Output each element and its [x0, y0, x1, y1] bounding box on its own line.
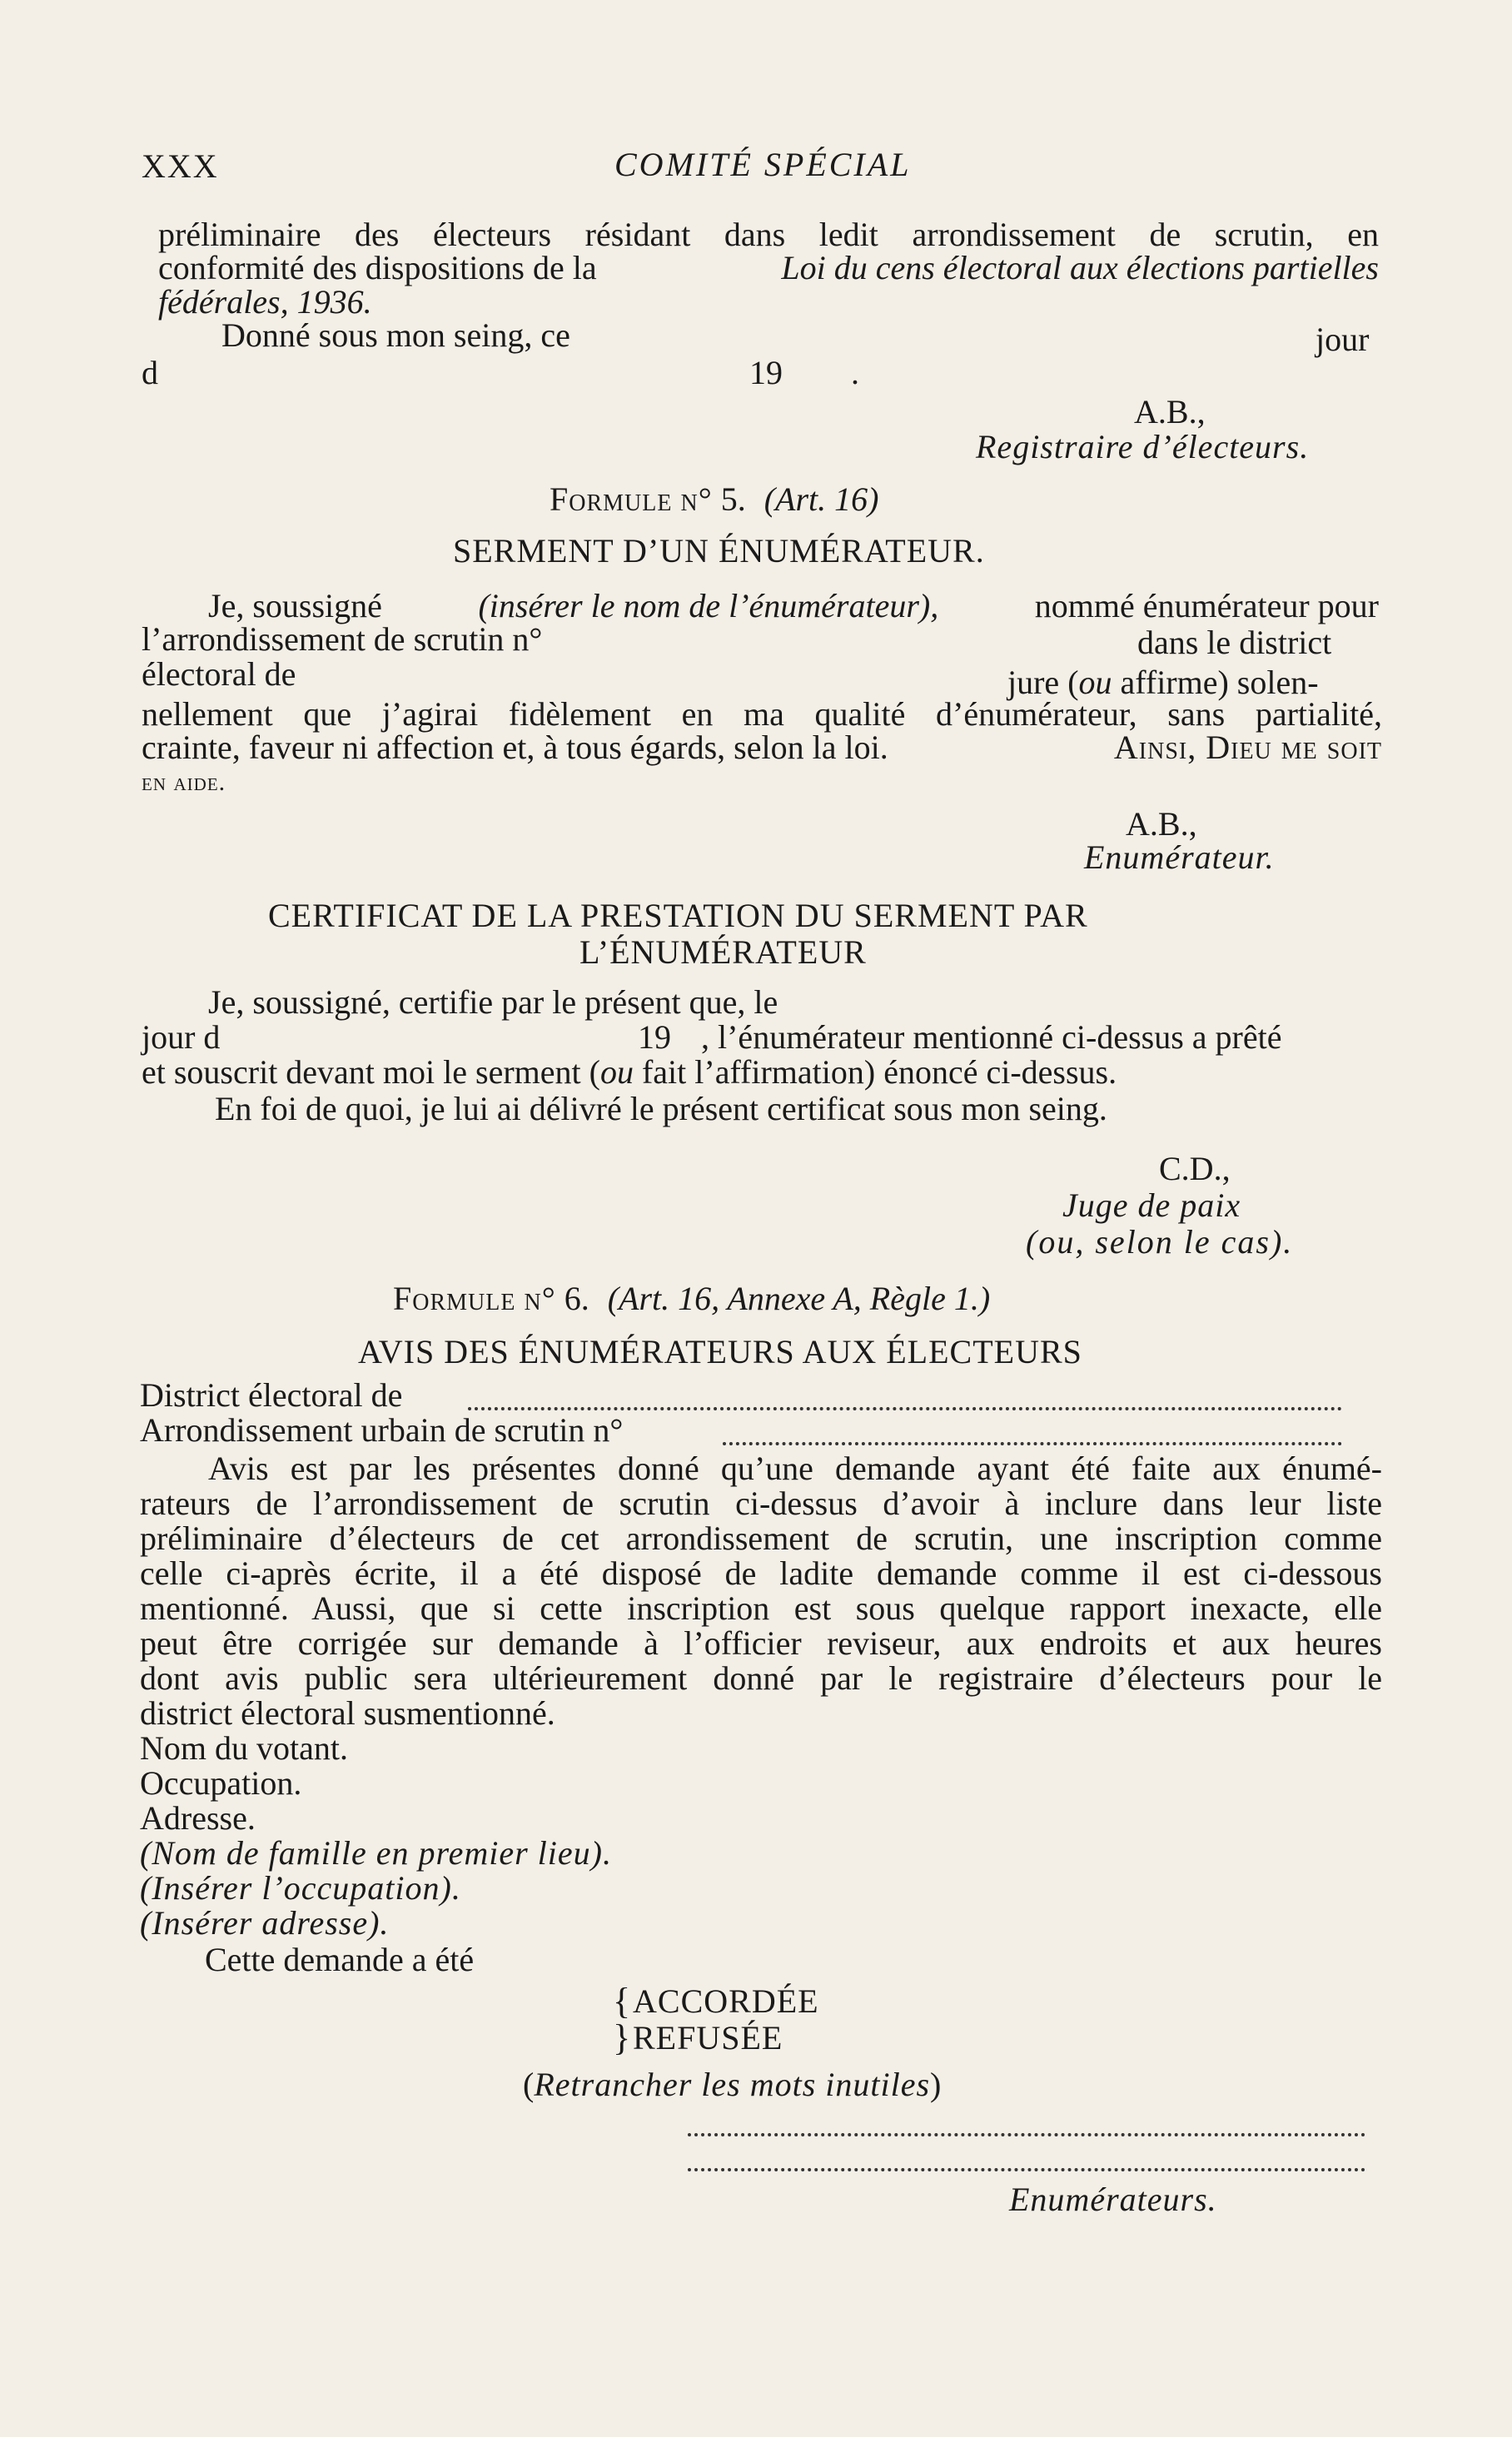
form6-occupation: Occupation. — [140, 1764, 302, 1802]
form6-brace-top: { — [613, 1981, 631, 2022]
form5-art: (Art. 16) — [763, 480, 879, 518]
form6-body1: Avis est par les présentes donné qu’une demande ayant été faite aux énumé- — [208, 1450, 1382, 1487]
form5-line1 — [158, 589, 1379, 623]
form6-label: Formule — [393, 1280, 516, 1317]
form6-body3: préliminaire d’électeurs de cet arrondissement de scrutin, une inscription comme — [140, 1519, 1382, 1557]
cert-sign-name: C.D., — [1159, 1150, 1231, 1187]
form5-num: 5. — [720, 480, 746, 518]
form6-demande: Cette demande a été — [205, 1941, 475, 1978]
form5-l5-sc: Ainsi, Dieu me soit — [1113, 729, 1382, 766]
form6-body8: district électoral susmentionné. — [140, 1694, 555, 1732]
page-number: XXX — [142, 147, 219, 185]
form6-refusee: REFUSÉE — [633, 2019, 783, 2057]
cert-line2a: jour d — [142, 1018, 221, 1056]
form5-l3c: affirme) solen- — [1120, 664, 1319, 701]
form6-body6: peut être corrigée sur demande à l’officier reviseur, aux endroits et aux heures — [140, 1624, 1382, 1662]
form6-heading — [393, 1282, 990, 1315]
form6-body5: mentionné. Aussi, que si cette inscription est sous quelque rapport inexacte, elle — [140, 1589, 1382, 1627]
form5-line4: nellement que j’agirai fidèlement en ma qualité d’énumérateur, sans partialité, — [142, 695, 1382, 733]
form5-l3-it: ou — [1078, 664, 1112, 701]
form6-retrancher-text: Retrancher les mots inutiles — [534, 2066, 931, 2103]
cert-sign-role2: (ou, selon le cas). — [1026, 1223, 1294, 1261]
form6-district-dots — [468, 1407, 1342, 1410]
form5-line5 — [142, 731, 1382, 764]
form6-retrancher: (Retrancher les mots inutiles) — [523, 2066, 942, 2103]
cert-line4: En foi de quoi, je lui ai délivré le présent certificat sous mon seing. — [215, 1090, 1107, 1127]
p1-sign-name: A.B., — [1134, 393, 1206, 430]
cert-title2: L’ÉNUMÉRATEUR — [579, 933, 867, 971]
cert-l3-it: ou — [599, 1053, 634, 1091]
form6-num: 6. — [564, 1280, 589, 1317]
form5-heading — [550, 480, 879, 518]
cert-line2b: 19 — [638, 1018, 671, 1056]
form5-no: n° — [680, 480, 713, 518]
cert-sign-role1: Juge de paix — [1062, 1186, 1241, 1224]
form6-sign-dots1 — [688, 2133, 1365, 2136]
form5-line6: en aide. — [142, 768, 226, 796]
form6-occ-note: (Insérer l’occupation). — [140, 1869, 461, 1907]
p1-jour: jour — [1316, 321, 1370, 358]
p1-line1: préliminaire des électeurs résidant dans ledit arrondissement de scrutin, en — [158, 216, 1379, 253]
form5-sign-role: Enumérateur. — [1084, 838, 1275, 876]
cert-line2c: , l’énumérateur mentionné ci-dessus a prêté — [701, 1018, 1282, 1056]
form6-adresse: Adresse. — [140, 1799, 256, 1837]
form6-nom-note: (Nom de famille en premier lieu). — [140, 1834, 612, 1872]
cert-line3 — [142, 1053, 1117, 1091]
form6-adr-note: (Insérer adresse). — [140, 1904, 390, 1942]
form6-art: (Art. 16, Annexe A, Règle 1.) — [607, 1280, 991, 1317]
p1-d: d — [142, 354, 158, 391]
p1-line2-text: conformité des dispositions de la — [158, 249, 597, 286]
running-title: COMITÉ SPÉCIAL — [614, 146, 912, 183]
form6-arrond-dots — [723, 1442, 1342, 1445]
form5-line2b: dans le district — [1137, 624, 1332, 661]
p1-line3: fédérales, 1936. — [158, 283, 372, 321]
p1-year: 19 — [749, 354, 783, 391]
form6-arrond: Arrondissement urbain de scrutin n° — [140, 1411, 624, 1449]
cert-title1: CERTIFICAT DE LA PRESTATION DU SERMENT PAR — [268, 897, 1088, 934]
p1-given: Donné sous mon seing, ce — [221, 316, 570, 354]
form5-line2a: l’arrondissement de scrutin n° — [142, 620, 543, 658]
cert-l3b: fait l’affirmation) énoncé ci-dessus. — [641, 1053, 1117, 1091]
form6-nom: Nom du votant. — [140, 1729, 348, 1767]
form6-accordee: ACCORDÉE — [633, 1982, 819, 2020]
form5-l1b: nommé énumérateur pour — [1034, 587, 1379, 624]
p1-sign-role: Registraire d’électeurs. — [976, 428, 1310, 465]
cert-l3a: et souscrit devant moi le serment ( — [142, 1053, 600, 1091]
form5-line3a: électoral de — [142, 655, 296, 693]
form6-brace-bottom: } — [613, 2017, 631, 2058]
form6-district: District électoral de — [140, 1376, 403, 1414]
form5-label: Formule — [550, 480, 673, 518]
form5-title: SERMENT D’UN ÉNUMÉRATEUR. — [453, 532, 985, 569]
p1-dot: . — [851, 354, 859, 391]
form5-line3b — [1007, 666, 1319, 699]
form5-l3b: jure ( — [1007, 664, 1079, 701]
form6-body7: dont avis public sera ultérieurement donné par le registraire d’électeurs pour le — [140, 1659, 1382, 1697]
form5-sign-name: A.B., — [1126, 805, 1197, 843]
form6-body2: rateurs de l’arrondissement de scrutin ci-dessus d’avoir à inclure dans leur liste — [140, 1485, 1382, 1522]
form5-l5a: crainte, faveur ni affection et, à tous égards, selon la loi. — [142, 729, 888, 766]
p1-line2-law: Loi du cens électoral aux élections partielles — [781, 249, 1379, 286]
cert-line1: Je, soussigné, certifie par le présent que, le — [208, 983, 778, 1021]
form6-body4: celle ci-après écrite, il a été disposé de ladite demande comme il est ci-dessous — [140, 1554, 1382, 1592]
form5-l1-it: (insérer le nom de l’énumérateur), — [478, 587, 939, 624]
form5-l1a: Je, soussigné — [208, 587, 382, 624]
form6-sign-role: Enumérateurs. — [1009, 2181, 1217, 2218]
form6-sign-dots2 — [688, 2168, 1365, 2171]
form6-no: n° — [524, 1280, 556, 1317]
form6-title: AVIS DES ÉNUMÉRATEURS AUX ÉLECTEURS — [358, 1333, 1082, 1370]
p1-line2 — [158, 251, 1379, 285]
